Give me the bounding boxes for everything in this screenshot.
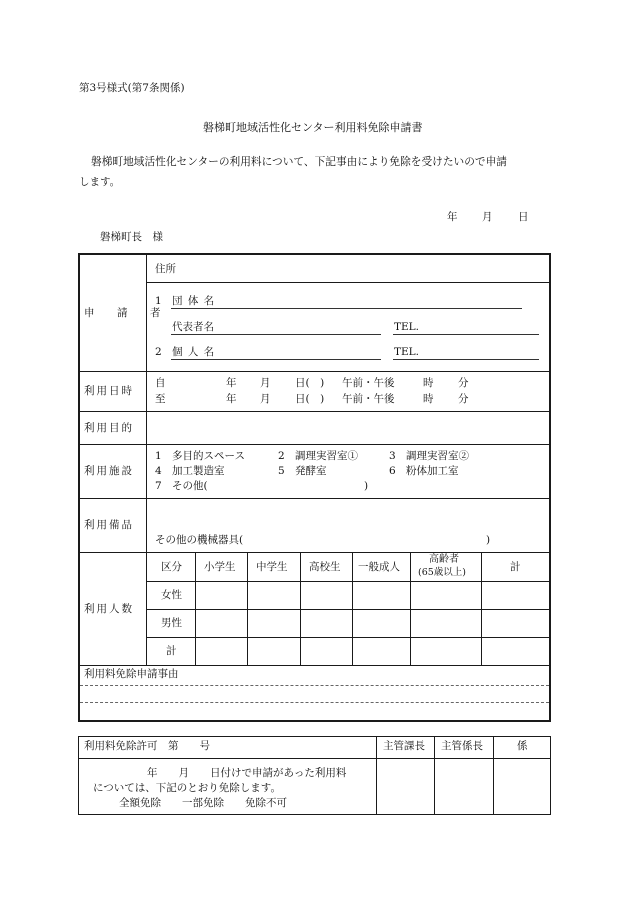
to-hour: 時 (423, 393, 434, 405)
to-month: 月 (260, 393, 271, 405)
from-ampm: 午前・午後 (342, 377, 395, 389)
facility-7-num: 7 (155, 480, 162, 492)
date-day: 日 (518, 211, 529, 223)
purpose-label: 利用目的 (84, 422, 134, 434)
to-day: 日( ) (295, 393, 325, 405)
people-row-male: 男性 (161, 617, 182, 629)
tel-label-2: TEL. (394, 346, 419, 358)
to-minute: 分 (458, 393, 469, 405)
to-label: 至 (155, 393, 166, 405)
tel-field[interactable] (393, 334, 539, 335)
facility-label: 利用施設 (84, 465, 134, 477)
people-row-total: 計 (166, 645, 177, 657)
from-month: 月 (260, 377, 271, 389)
people-header-elementary: 小学生 (204, 561, 236, 573)
facility-1-name: 多目的スペース (172, 450, 245, 462)
individual-name-field[interactable] (171, 359, 381, 360)
people-header-elderly: 高齢者 (429, 554, 459, 565)
tel-field-2[interactable] (393, 359, 539, 360)
facility-3-num: 3 (389, 450, 396, 462)
date-month: 月 (482, 211, 493, 223)
group-name-label: 団 体 名 (172, 295, 216, 307)
facility-4-num: 4 (155, 465, 162, 477)
address-label: 住所 (155, 263, 176, 275)
stamp-header-staff: 係 (517, 740, 528, 752)
intro-text-line1: 磐梯町地域活性化センターの利用料について、下記事由により免除を受けたいので申請 (91, 155, 507, 168)
facility-7-close: ) (364, 480, 369, 492)
facility-5-num: 5 (278, 465, 285, 477)
people-header-total: 計 (510, 561, 521, 573)
people-row-female: 女性 (161, 589, 182, 601)
facility-2-num: 2 (278, 450, 285, 462)
facility-2-name: 調理実習室① (295, 450, 358, 462)
people-header-adult: 一般成人 (358, 561, 400, 573)
to-ampm: 午前・午後 (342, 393, 395, 405)
form-title: 磐梯町地域活性化センター利用料免除申請書 (203, 121, 423, 134)
people-header-junior-high: 中学生 (256, 561, 288, 573)
permit-number: 利用料免除許可 第 号 (84, 740, 210, 752)
from-label: 自 (155, 377, 166, 389)
stamp-header-unit-chief: 主管係長 (441, 740, 483, 752)
usage-datetime-label: 利用日時 (84, 385, 134, 397)
approval-date-line: 年 月 日付けで申請があった利用料 (147, 767, 347, 779)
facility-1-num: 1 (155, 450, 162, 462)
individual-name-label: 個 人 名 (172, 346, 216, 358)
facility-3-name: 調理実習室② (406, 450, 469, 462)
representative-field[interactable] (171, 334, 381, 335)
tel-label: TEL. (394, 321, 419, 333)
approval-statement: については、下記のとおり免除します。 (93, 782, 281, 794)
facility-6-num: 6 (389, 465, 396, 477)
exemption-options: 全額免除 一部免除 免除不可 (119, 797, 287, 809)
option-2-number: 2 (155, 346, 162, 358)
applicant-label: 申 請 者 (84, 307, 167, 319)
people-header-category: 区分 (161, 561, 182, 573)
from-year: 年 (226, 377, 237, 389)
facility-6-name: 粉体加工室 (406, 465, 459, 477)
people-count-label: 利用人数 (84, 603, 134, 615)
people-header-high-school: 高校生 (309, 561, 341, 573)
reason-label: 利用料免除申請事由 (84, 668, 179, 680)
option-1-number: 1 (155, 295, 162, 307)
equipment-label: 利用備品 (84, 519, 134, 531)
addressee: 磐梯町長 様 (100, 231, 163, 243)
facility-4-name: 加工製造室 (172, 465, 225, 477)
equipment-other-close: ) (486, 534, 491, 546)
equipment-other-label: その他の機械器具( (155, 534, 244, 546)
stamp-header-section-chief: 主管課長 (383, 740, 425, 752)
facility-5-name: 発酵室 (295, 465, 327, 477)
from-day: 日( ) (295, 377, 325, 389)
from-hour: 時 (423, 377, 434, 389)
intro-text-line2: します。 (79, 176, 121, 188)
from-minute: 分 (458, 377, 469, 389)
facility-7-name: その他( (172, 480, 208, 492)
representative-label: 代表者名 (172, 321, 214, 333)
to-year: 年 (226, 393, 237, 405)
form-number: 第3号様式(第7条関係) (79, 82, 185, 94)
people-header-elderly-sub: (65歳以上) (418, 567, 467, 578)
date-year: 年 (447, 211, 458, 223)
group-name-field[interactable] (171, 308, 522, 309)
